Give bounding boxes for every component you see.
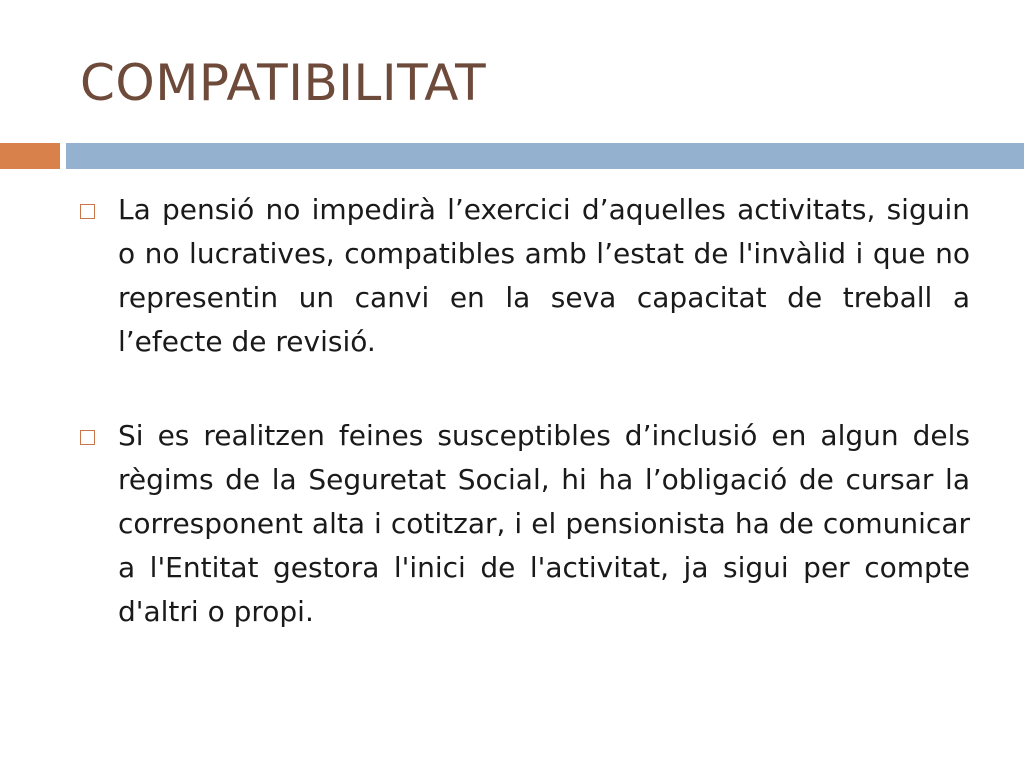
hollow-square-bullet-icon [80,204,95,219]
slide-title: COMPATIBILITAT [80,54,487,112]
bullet-item [80,188,970,364]
hollow-square-bullet-icon [80,430,95,445]
bullet-item [80,414,970,634]
title-rule-accent [0,143,60,169]
slide-content [80,188,970,684]
title-rule-bar [66,143,1024,169]
bullet-text: La pensió no impedirà l’exercici d’aquelles activitats, siguin o no lucratives, compatibles amb l’estat de l'invàlid i que no representin un canvi en la seva capacitat de treball a l’efecte de revisió. [118,193,970,358]
bullet-text: Si es realitzen feines susceptibles d’inclusió en algun dels règims de la Seguretat Social, hi ha l’obligació de cursar la corresponent alta i cotitzar, i el pensionista ha de comunicar a l'Entitat gestora l'inici de l'activitat, ja sigui per compte d'altri o propi. [118,419,970,628]
